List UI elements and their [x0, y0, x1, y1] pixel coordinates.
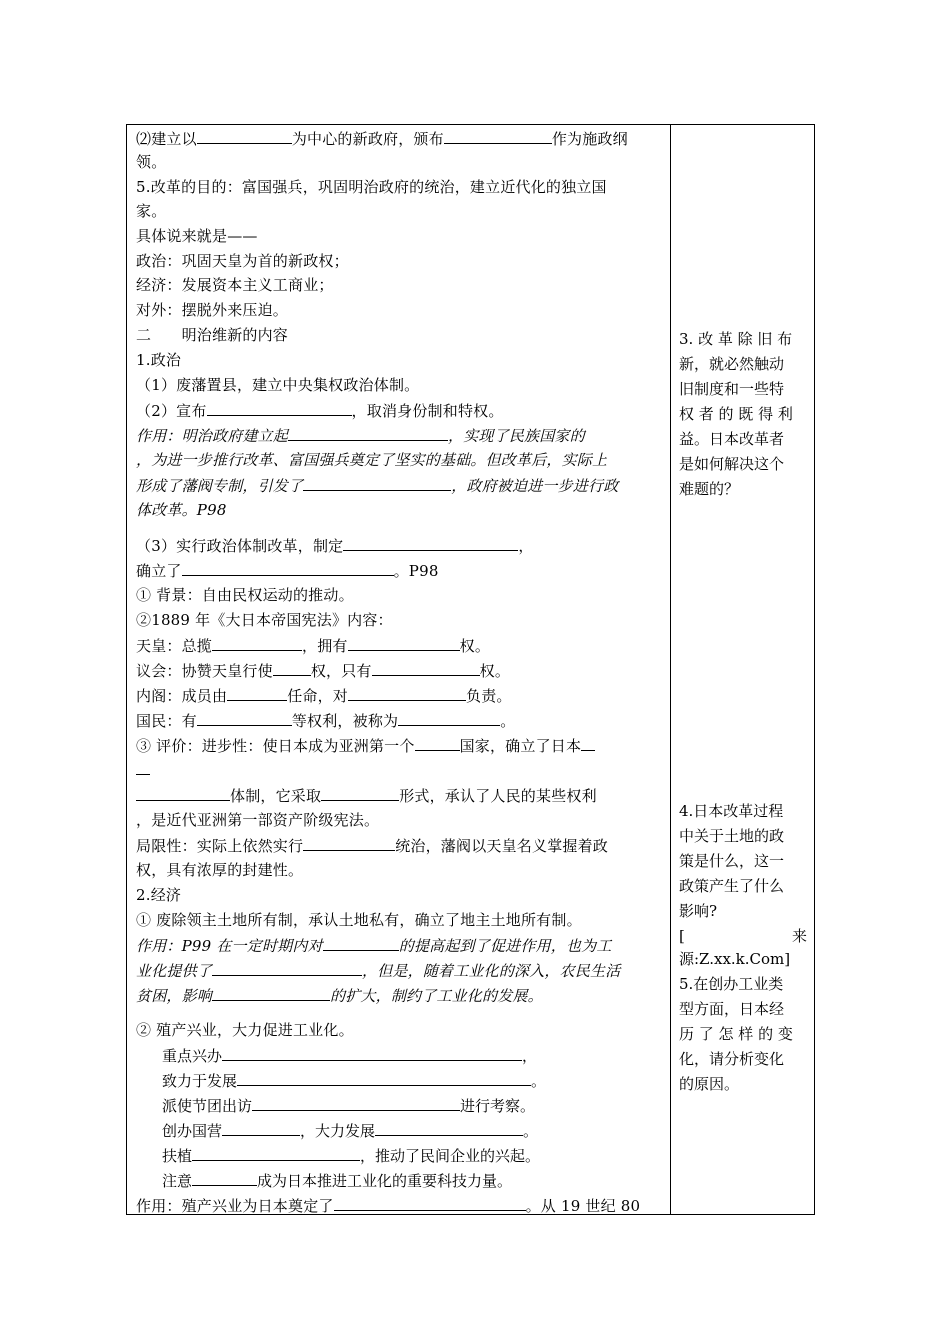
text-line: （3）实行政治体制改革，制定 ， [136, 537, 534, 555]
question-3-line: 3. 改 革 除 旧 布 [679, 330, 793, 348]
text-line: （2）宣布 ，取消身份制和特权。 [136, 402, 504, 420]
text-line: 重点兴办 ， [162, 1047, 538, 1065]
question-5-line: 5.在创办工业类 [679, 975, 784, 993]
text-line: ，为进一步推行改革、富国强兵奠定了坚实的基础。但改革后，实际上 [136, 451, 608, 469]
text-line: 注意 成为日本推进工业化的重要科技力量。 [162, 1172, 513, 1190]
text-line: 作用：P99 在一定时期内对 的提高起到了促进作用，也为工 [136, 937, 612, 955]
text-line: ③ 评价：进步性：使日本成为亚洲第一个 国家，确立了日本 [136, 735, 664, 756]
column-divider [670, 124, 671, 1215]
text-line: ，是近代亚洲第一部资产阶级宪法。 [136, 811, 380, 829]
question-3-line: 难题的？ [679, 480, 740, 498]
text-line: 贫困，影响 的扩大，制约了工业化的发展。 [136, 987, 543, 1005]
text-line: 致力于发展 。 [162, 1072, 547, 1090]
question-4-line: 政策产生了什么 [679, 877, 785, 895]
text-line: 扶植 ，推动了民间企业的兴起。 [162, 1147, 541, 1165]
question-4-line: 4.日本改革过程 [679, 802, 784, 820]
question-5-line: 历 了 怎 样 的 变 [679, 1025, 793, 1043]
text-line: 内阁：成员由 任命，对 负责。 [136, 687, 512, 705]
text-line: 家。 [136, 202, 167, 220]
source-note: [ 来 [679, 927, 807, 945]
question-3-line: 益。日本改革者 [679, 430, 785, 448]
text-line: 确立了 。P98 [136, 562, 439, 580]
text-line: 国民：有 等权利，被称为 。 [136, 712, 516, 730]
text-line: 政治：巩固天皇为首的新政权； [136, 252, 349, 270]
question-5-line: 的原因。 [679, 1075, 740, 1093]
text-line: 体改革。P98 [136, 501, 227, 519]
text-line: ②1889 年《大日本帝国宪法》内容： [136, 611, 393, 629]
question-4-line: 中关于土地的政 [679, 827, 785, 845]
text-line [136, 759, 664, 780]
question-3-line: 新，就必然触动 [679, 355, 785, 373]
text-line: ① 背景：自由民权运动的推动。 [136, 586, 354, 604]
question-3-line: 旧制度和一些特 [679, 380, 785, 398]
text-line: （1）废藩置县，建立中央集权政治体制。 [136, 376, 420, 394]
text-line: 议会：协赞天皇行使 权，只有 权。 [136, 662, 511, 680]
question-4-line: 策是什么，这一 [679, 852, 785, 870]
question-5-line: 型方面，日本经 [679, 1000, 785, 1018]
section-heading: 二 明治维新的内容 [136, 326, 289, 344]
text-line: ② 殖产兴业，大力促进工业化。 [136, 1021, 354, 1039]
text-line: 作用：殖产兴业为日本奠定了 。从 19 世纪 80 [136, 1197, 641, 1215]
text-line: 5.改革的目的：富国强兵，巩固明治政府的统治，建立近代化的独立国 [136, 178, 607, 196]
text-line: 业化提供了 ，但是，随着工业化的深入，农民生活 [136, 962, 621, 980]
question-5-line: 化，请分析变化 [679, 1050, 785, 1068]
text-line: 创办国营 ，大力发展 。 [162, 1122, 539, 1140]
text-line: ⑵建立以 为中心的新政府，颁布 作为施政纲 [136, 130, 628, 148]
text-line: 经济：发展资本主义工商业； [136, 276, 334, 294]
subsection-heading: 2.经济 [136, 886, 182, 904]
source-note: 源:Z.xx.k.Com] [679, 950, 791, 968]
text-line: 权，具有浓厚的封建性。 [136, 861, 304, 879]
text-line: 形成了藩阀专制，引发了 ，政府被迫进一步进行政 [136, 477, 619, 495]
text-line: 作用：明治政府建立起 ，实现了民族国家的 [136, 427, 585, 445]
text-line: ① 废除领主土地所有制，承认土地私有，确立了地主土地所有制。 [136, 911, 582, 929]
question-3-line: 权 者 的 既 得 利 [679, 405, 793, 423]
question-4-line: 影响? [679, 902, 718, 920]
text-line: 领。 [136, 153, 167, 171]
text-line: 具体说来就是—— [136, 227, 258, 245]
text-line: 天皇：总揽 ，拥有 权。 [136, 637, 491, 655]
text-line: 局限性：实际上依然实行 统治，藩阀以天皇名义掌握着政 [136, 837, 609, 855]
question-3-line: 是如何解决这个 [679, 455, 785, 473]
text-line: 体制，它采取 形式，承认了人民的某些权利 [136, 785, 664, 806]
subsection-heading: 1.政治 [136, 351, 182, 369]
text-line: 派使节团出访 进行考察。 [162, 1097, 536, 1115]
text-line: 对外：摆脱外来压迫。 [136, 301, 289, 319]
